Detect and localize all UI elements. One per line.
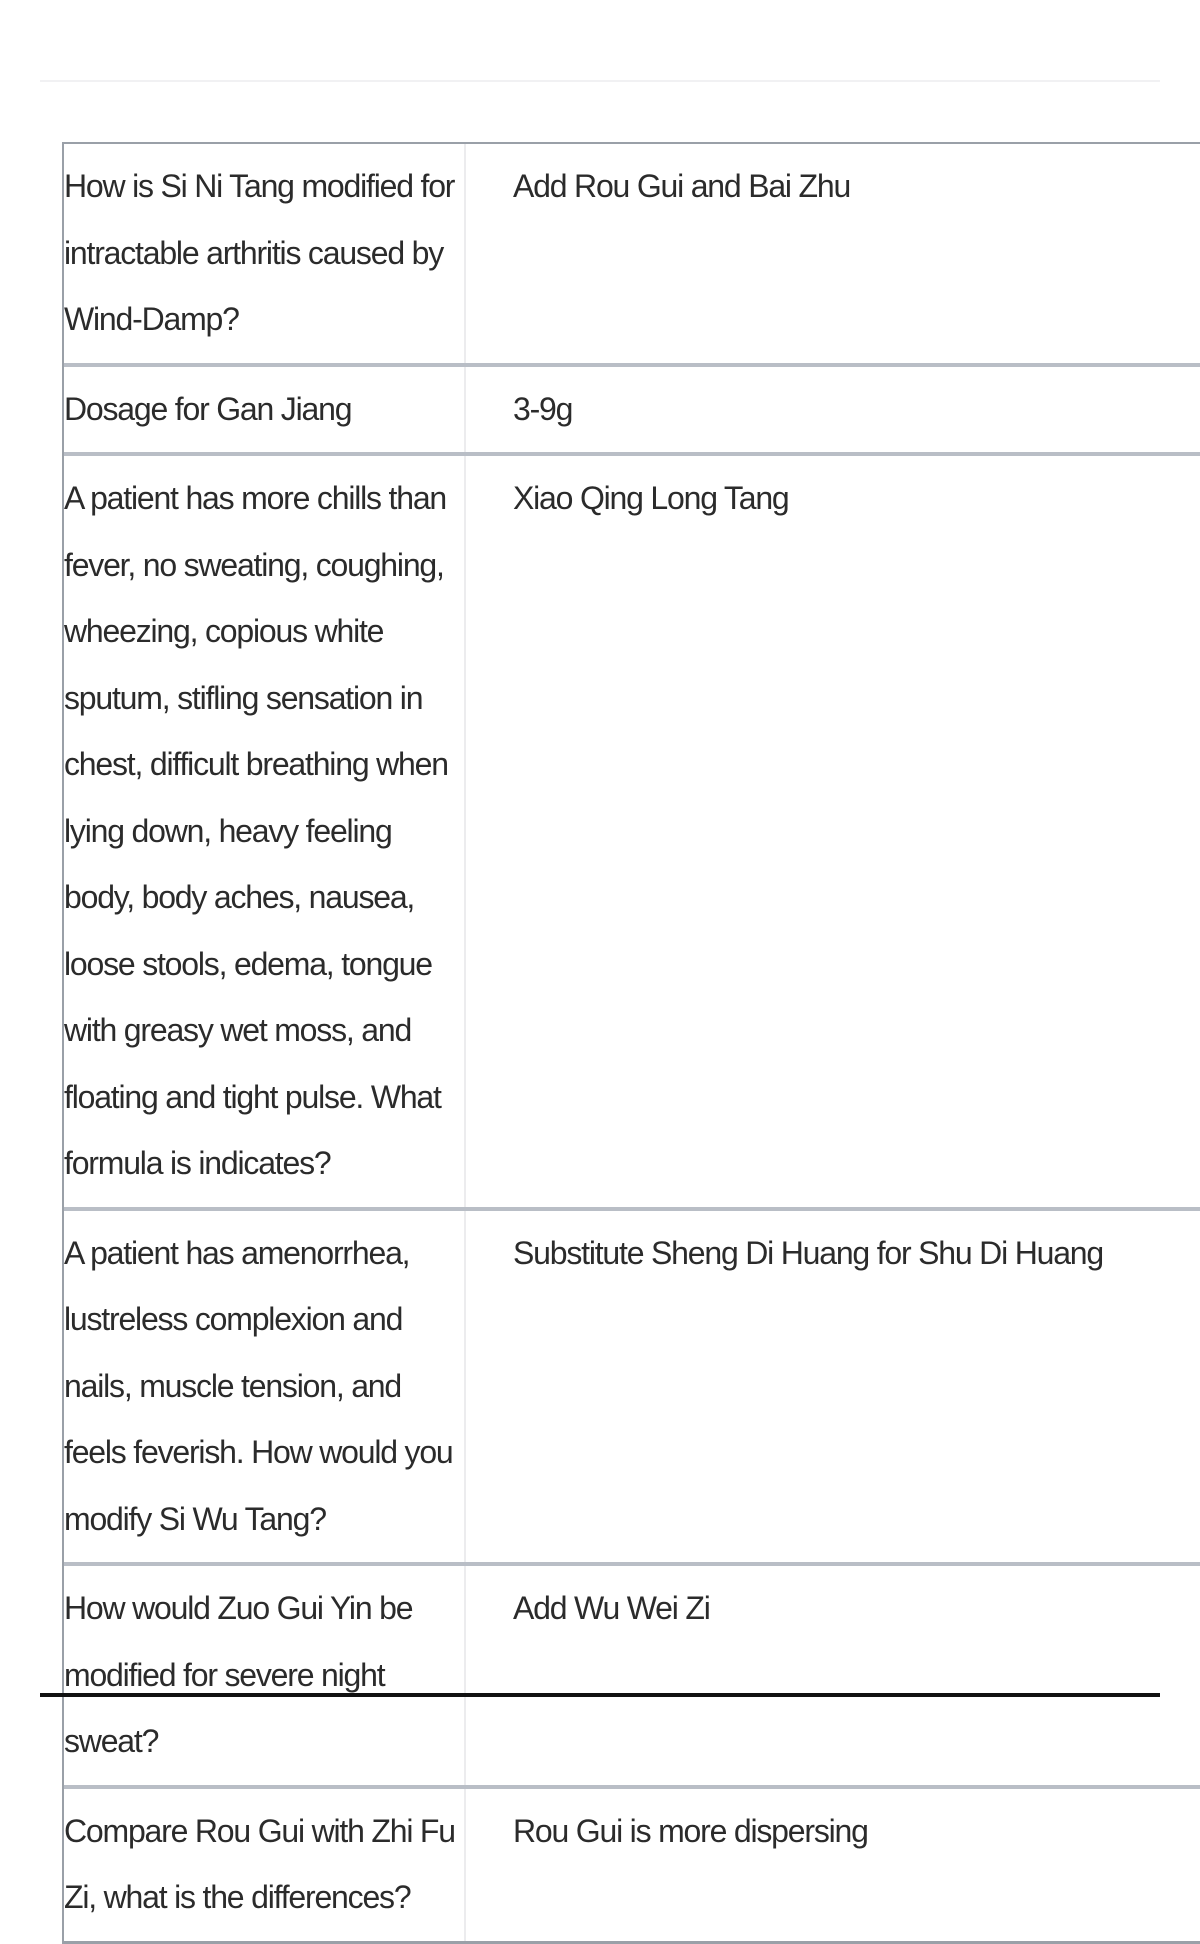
term-cell: A patient has more chills than fever, no sweating, coughing, wheezing, copious white sputum, stifling sensation in chest, difficult breathing when lying down, heavy feeling body, body aches, nausea, loose stools, edema, tongue with greasy wet moss, and floating and tight pulse. What formula is indicates? [64,456,466,1207]
flashcard-table [62,142,1200,1944]
table-row [64,367,1200,457]
bottom-divider [40,1693,1160,1697]
term-cell: A patient has amenorrhea, lustreless complexion and nails, muscle tension, and feels feverish. How would you modify Si Wu Tang? [64,1211,466,1563]
term-cell: How is Si Ni Tang modified for intractable arthritis caused by Wind-Damp? [64,144,466,363]
table-row [64,144,1200,367]
table-row [64,456,1200,1211]
table-row [64,1211,1200,1567]
definition-cell: Xiao Qing Long Tang [513,480,789,516]
definition-cell: Add Wu Wei Zi [513,1590,710,1626]
top-divider [40,80,1160,82]
table-row [64,1566,1200,1789]
term-cell: How would Zuo Gui Yin be modified for severe night sweat? [64,1566,466,1785]
definition-cell: Substitute Sheng Di Huang for Shu Di Huang [513,1234,1103,1271]
definition-cell: 3-9g [513,390,573,427]
table-row [64,1789,1200,1944]
term-cell: Dosage for Gan Jiang [64,367,466,453]
definition-cell: Add Rou Gui and Bai Zhu [513,168,851,204]
term-cell: Compare Rou Gui with Zhi Fu Zi, what is the differences? [64,1789,466,1941]
definition-cell: Rou Gui is more dispersing [513,1812,868,1849]
